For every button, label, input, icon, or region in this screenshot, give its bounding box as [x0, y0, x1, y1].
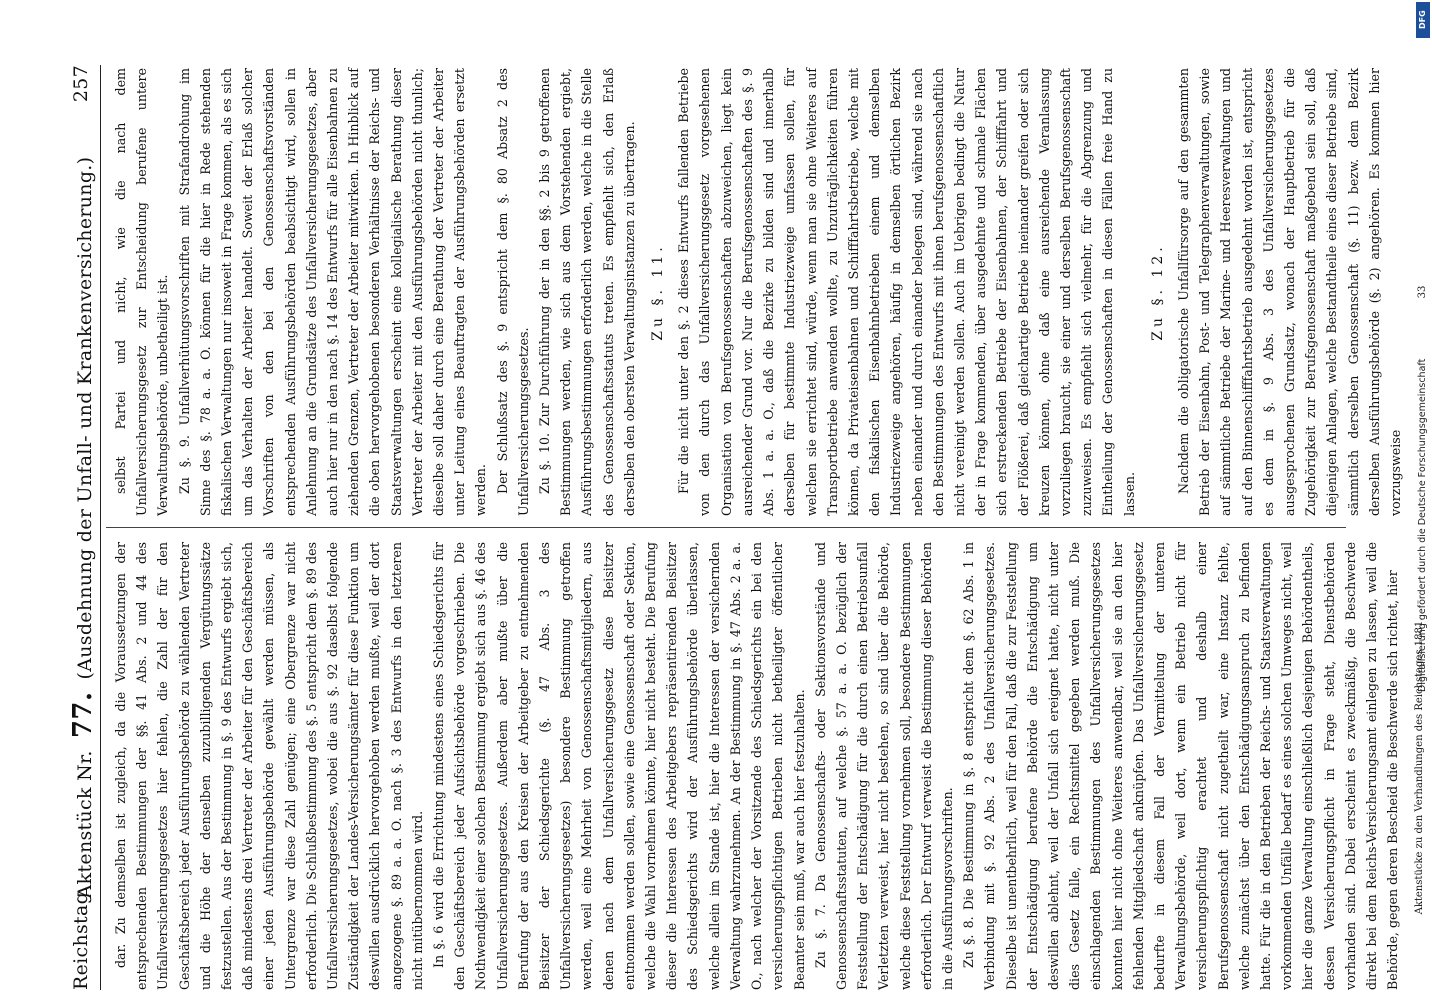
document-number: 77.: [68, 691, 98, 738]
digitization-sidebar: [1416, 2, 1430, 998]
section-heading: Zu §. 12.: [1149, 243, 1166, 341]
page-header: [66, 65, 101, 990]
paragraph: dar. Zu demselben ist zugleich, da die Voraussetzungen der entsprechenden Bestimmungen der §§. 41 Abs. 2 und 44 des Unfallversicherungsgesetzes hier fehlen, die Zahl der für den Geschäftsbereich jeder Ausführungsbehörde zu wählenden Vertreter und die Höhe der denselben zuzubilligenden Vergütungssätze festzustellen. Aus der Bestimmung in §. 9 des Entwurfs ergiebt sich, daß mindestens drei Vertreter der Arbeiter für den Geschäftsbereich einer jeden Ausführungsbehörde gewählt werden müssen, als Untergrenze war diese Zahl genügen; eine Obergrenze war nicht erforderlich. Die Schlußbestimmung des §. 5 entspricht dem §. 89 des Unfallversicherungsgesetzes, wobei die aus §. 92 daselbst folgende Zuständigkeit der Landes-Versicherungsämter für diese Funktion um deswillen ausdrücklich hervorgehoben werden mußte, weil der dort angezogene §. 89 a. a. O. nach §. 3 des Entwurfs in den letzteren nicht mitübernommen wird.: [113, 542, 425, 990]
dfg-logo: DFG: [1416, 2, 1430, 38]
right-column: [110, 68, 1432, 516]
signature-line: 33: [1417, 285, 1429, 299]
column-divider: [106, 527, 1346, 528]
paragraph: Der Schlußsatz des §. 9 entspricht dem §. 80 Absatz 2 des Unfallversicherungsgesetzes.: [494, 68, 531, 516]
paragraph: selbst Partei und nicht, wie die nach dem Unfallversicherungsgesetz zur Entscheidung berufene untere Verwaltungsbehörde, unbetheiligt ist.: [113, 68, 171, 516]
header-prefix: Aktenstück Nr.: [74, 750, 96, 899]
page-number: 257: [70, 65, 92, 103]
paragraph: Für die nicht unter den §. 2 dieses Entwurfs fallenden Betriebe von den durch das Unfallversicherungsgesetz vorgesehenen Organisation von Berufsgenossenschaften abzuweichen, liegt kein ausreichender Grund vor. Nur die Berufsgenossenschaften des §. 9 Abs. 1 a. a. O., daß die Bezirke zu bilden sind und innerhalb derselben für bestimmte Industriezweige umfassen sollen, für welchen sie errichtet sind, würde, wenn man sie ohne Weiteres auf Transportbetriebe anwenden wollte, zu Unzuträglichkeiten führen können, da Privateisenbahnen und Schifffahrtsbetriebe, welche mit den fiskalischen Eisenbahnbetrieben einem und demselben Industriezweige angehören, häufig in demselben örtlichen Bezirk neben einander und durch einander belegen sind, während sie nach den Bestimmungen des Entwurfs mit ihnen berufsgenossenschaftlich nicht vereinigt werden sollen. Auch im Uebrigen bedingt die Natur der in Frage kommenden, über ausgedehnte und schmale Flächen sich erstreckenden Betriebe der Eisenbahnen, der Schifffahrt und der Flößerei, daß gleichartige Betriebe ineinander greifen oder sich kreuzen können, ohne daß eine ausreichende Veranlassung vorzuliegen braucht, sie einer und derselben Berufsgenossenschaft zuzuweisen. Es empfiehlt sich vielmehr, für die Abgrenzung und Eintheilung der Genossenschaften in diesen Fällen freie Hand zu lassen.: [676, 68, 1137, 516]
paragraph: Zu §. 8. Die Bestimmung in §. 8 entspricht dem §. 62 Abs. 1 in Verbindung mit §. 92 Abs. 2 des Unfallversicherungsgesetzes. Dieselbe ist unentbehrlich, weil für den Fall, daß die zur Feststellung der Entschädigung berufene Behörde die Entschädigung um deswillen ablehnt, weil der Unfall sich ereignet hatte, nicht unter dies Gesetz falle, ein Rechtsmittel gegeben werden muß. Die einschlagenden Bestimmungen des Unfallversicherungsgesetzes konnten hier nicht ohne Weiteres anwendbar, weil sie an den hier fehlenden Mitgliedschaft anknüpfen. Das Unfallversicherungsgesetz bedurfte in diesem Fall der Vermittelung der unteren Verwaltungsbehörde, weil dort, wenn ein Betrieb nicht für versicherungspflichtig erachtet und deshalb einer Berufsgenossenschaft nicht zugetheilt war, eine Instanz fehlte, welche zunächst über den Entschädigungsanspruch zu befinden hatte. Für die in den Betrieben der Reichs- und Staatsverwaltungen vorkommenden Unfälle bedarf es eines solchen Umweges nicht, weil hier die ganze Verwaltung einschließlich desjenigen Behördentheils, dessen Versicherungspflicht in Frage steht, Dienstbehörden vorhanden sind. Dabei erscheint es zweckmäßig, die Beschwerde direkt bei dem Reichs-Versicherungsamt einlegen zu lassen, weil die Behörde, gegen deren Bescheid die Beschwerde sich richtet, hier: [961, 542, 1401, 990]
section-heading: Zu §. 11.: [650, 243, 667, 341]
left-column: [110, 542, 1431, 990]
paragraph: Zu §. 9. Unfallverhütungsvorschriften mit Strafandrohung im Sinne des §. 78 a. a. O. können für die hier in Rede stehenden fiskalischen Verwaltungen nur insoweit in Frage kommen, als es sich um das Verhalten der Arbeiter handelt. Soweit der Erlaß solcher Vorschriften von den bei den Genossenschaftsvorständen entsprechenden Ausführungsbehörden beabsichtigt wird, sollen in Anlehnung an die Grundsätze des Unfallversicherungsgesetzes, aber auch hier nur in den nach §. 14 des Entwurfs für alle Eisenbahnen zu ziehenden Grenzen, Vertreter der Arbeiter mitwirken. In Hinblick auf die oben hervorgehobenen besonderen Verhältnisse der Reichs- und Staatsverwaltungen erscheint eine kollegialische Berathung dieser Vertreter der Arbeiter mit den Ausführungsbehörden nicht thunlich; dieselbe soll daher durch eine Berathung der Vertreter der Arbeiter unter Leitung eines Beauftragten der Ausführungsbehörden ersetzt werden.: [176, 68, 489, 516]
paragraph: In §. 6 wird die Errichtung mindestens eines Schiedsgerichts für den Geschäftsbereich jeder Aufsichtsbehörde vorgeschrieben. Die Nothwendigkeit einer solchen Bestimmung ergiebt sich aus §. 46 des Unfallversicherungsgesetzes. Außerdem aber mußte über die Berufung der aus den Kreisen der Arbeitgeber zu entnehmenden Beisitzer der Schiedsgerichte (§. 47 Abs. 3 des Unfallversicherungsgesetzes) besondere Bestimmung getroffen werden, weil eine Mehrheit von Genossenschaftsmitgliedern, aus denen nach dem Unfallversicherungsgesetz diese Beisitzer entnommen werden sollen, sowie eine Genossenschaft oder Sektion, welche die Wahl vornehmen könnte, hier nicht besteht. Die Berufung dieser die Interessen des Arbeitgebers repräsentirenden Beisitzer des Schiedsgerichts wird der Ausführungsbehörde überlassen, welche allein im Stande ist, hier die Interessen der versichernden Verwaltung wahrzunehmen. An der Bestimmung in §. 47 Abs. 2 a. a. O., nach welcher der Vorsitzende des Schiedsgerichts ein bei den versicherungspflichtigen Betrieben nicht betheiligter öffentlicher Beamter sein muß, war auch hier festzuhalten.: [431, 542, 807, 990]
header-left: Reichstag.: [70, 885, 92, 990]
header-subject: (Ausdehnung der Unfall- und Krankenversicherung.): [74, 156, 96, 680]
header-title: [68, 65, 98, 990]
paragraph: Zu §. 7. Da Genossenschafts- oder Sektionsvorstände und Genossenschaftsstatuten, auf welche §. 57 a. a. O. bezüglich der Feststellung der Entschädigung für die durch einen Betriebsunfall Verletzten verweist, hier nicht bestehen, so sind über die Behörde, welche diese Feststellung vornehmen soll, besondere Bestimmungen erforderlich. Der Entwurf verweist die Bestimmung dieser Behörden in die Ausführungsvorschriften.: [812, 542, 955, 990]
paragraph: Zu §. 10. Zur Durchführung der in den §§. 2 bis 9 getroffenen Bestimmungen werden, wie sich aus dem Vorstehenden ergiebt, Ausführungsbestimmungen erforderlich werden, welche in die Stelle des Genossenschaftsstatuts treten. Es empfiehlt sich, den Erlaß derselben den obersten Verwaltungsinstanzen zu übertragen.: [537, 68, 637, 516]
paragraph: Nachdem die obligatorische Unfallfürsorge auf den gesammten Betrieb der Eisenbahn, Post- und Telegraphenverwaltungen, sowie auf sämmtliche Betriebe der Marine- und Heeresverwaltungen und auf den Binnenschifffahrtsbetrieb ausgedehnt worden ist, entspricht es dem in §. 9 Abs. 3 des Unfallversicherungsgesetzes ausgesprochenen Grundsatz, wonach der Hauptbetrieb für die Zugehörigkeit zur Berufsgenossenschaft maßgebend sein soll, daß diejenigen Anlagen, welche Bestandtheile eines dieser Betriebe sind, sämmtlich derselben Genossenschaft (§. 11) bezw. dem Bezirk derselben Ausführungsbehörde (§. 2) angehören. Es kommen hier vorzugsweise: [1175, 68, 1403, 516]
digitization-credit: Digitalisierung gefördert durch die Deutsche Forschungsgemeinschaft: [1417, 358, 1428, 692]
signature-line: Aktenstücke zu den Verhandlungen des Reichstages 1881.: [1414, 617, 1426, 915]
